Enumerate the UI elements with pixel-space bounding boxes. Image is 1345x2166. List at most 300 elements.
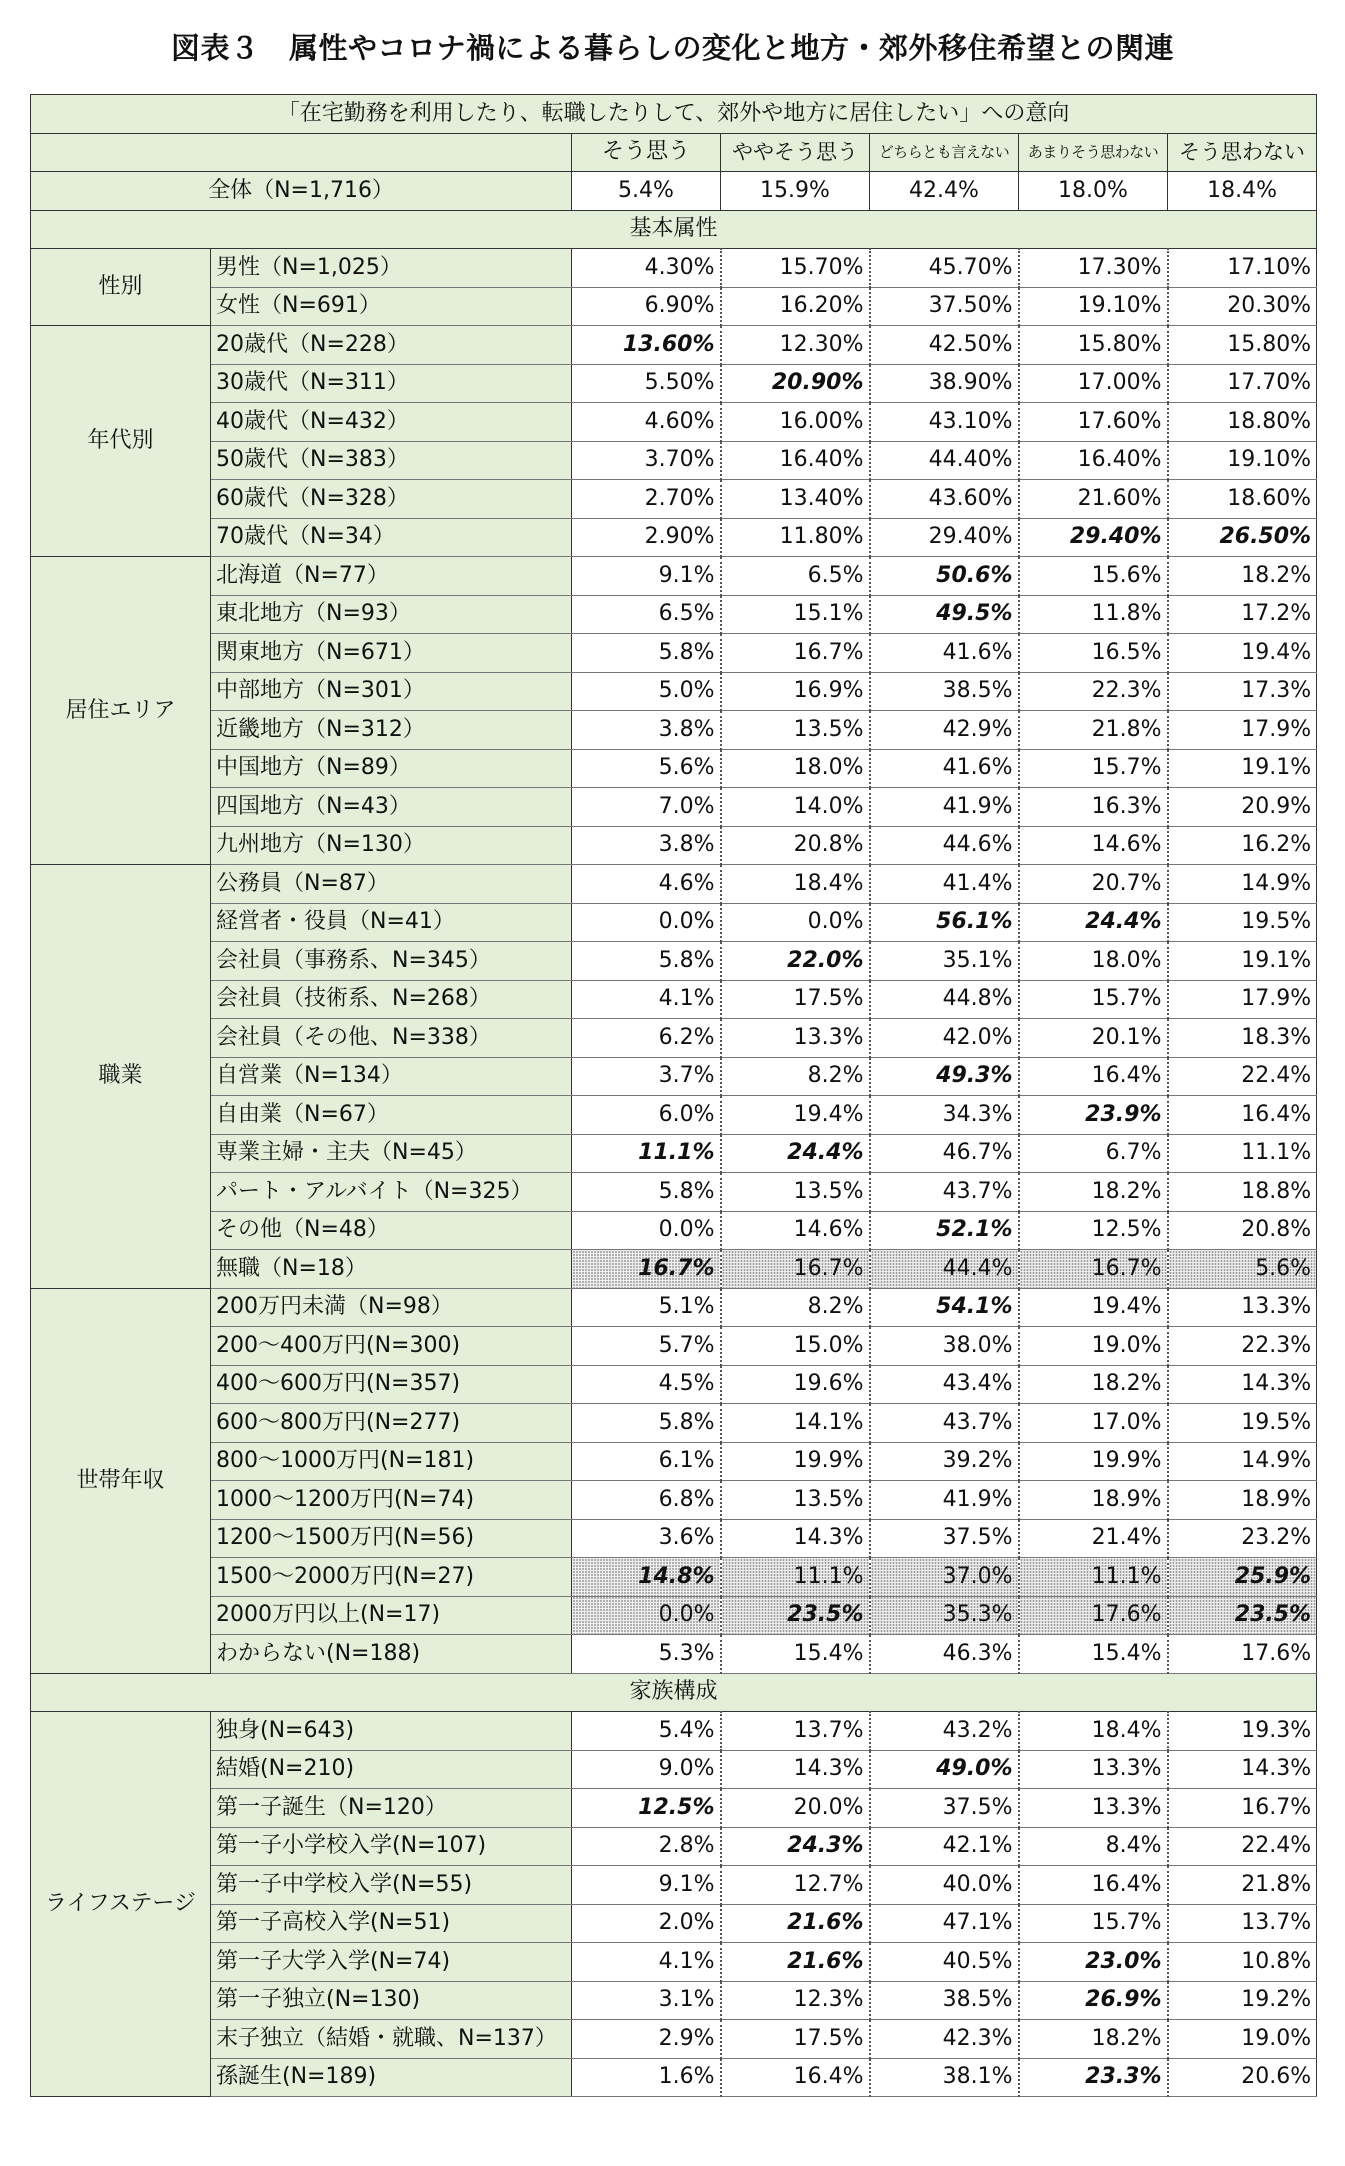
row-label: 40歳代（N=432） [211, 403, 572, 442]
row-label: 第一子高校入学(N=51) [211, 1904, 572, 1943]
table-row [31, 364, 1317, 403]
row-label: 男性（N=1,025） [211, 249, 572, 288]
table-row [31, 1327, 1317, 1366]
value-cell: 29.40% [870, 518, 1019, 557]
value-cell: 18.0% [1019, 942, 1168, 981]
value-cell: 42.0% [870, 1019, 1019, 1058]
value-cell: 11.1% [572, 1134, 721, 1173]
value-cell: 5.6% [1168, 1250, 1317, 1289]
value-cell: 19.4% [1168, 634, 1317, 673]
value-cell: 22.3% [1019, 672, 1168, 711]
row-label: 会社員（その他、N=338） [211, 1019, 572, 1058]
figure-title: 図表３ 属性やコロナ禍による暮らしの変化と地方・郊外移住希望との関連 [170, 31, 1174, 65]
table-row [31, 1827, 1317, 1866]
group-label: 職業 [31, 865, 211, 1289]
value-cell: 15.7% [1019, 980, 1168, 1019]
value-cell: 11.8% [1019, 595, 1168, 634]
question-text: 「在宅勤務を利用したり、転職したりして、郊外や地方に居住したい」への意向 [31, 95, 1317, 134]
value-cell: 11.1% [721, 1558, 870, 1597]
value-cell: 34.3% [870, 1096, 1019, 1135]
value-cell: 23.0% [1019, 1943, 1168, 1982]
table-row [31, 1365, 1317, 1404]
row-label: 中部地方（N=301） [211, 672, 572, 711]
value-cell: 19.9% [1019, 1442, 1168, 1481]
value-cell: 15.4% [1019, 1635, 1168, 1674]
group-label: ライフステージ [31, 1712, 211, 2097]
value-cell: 42.3% [870, 2020, 1019, 2059]
value-cell: 47.1% [870, 1904, 1019, 1943]
value-cell: 20.8% [1168, 1211, 1317, 1250]
row-label: 九州地方（N=130） [211, 826, 572, 865]
value-cell: 44.8% [870, 980, 1019, 1019]
column-header-0: そう思う [572, 133, 721, 172]
value-cell: 19.1% [1168, 942, 1317, 981]
column-header-4: そう思わない [1168, 133, 1317, 172]
value-cell: 38.90% [870, 364, 1019, 403]
row-label: 1500～2000万円(N=27) [211, 1558, 572, 1597]
row-label: 無職（N=18） [211, 1250, 572, 1289]
value-cell: 6.8% [572, 1481, 721, 1520]
value-cell: 24.3% [721, 1827, 870, 1866]
row-label: 四国地方（N=43） [211, 788, 572, 827]
value-cell: 18.9% [1019, 1481, 1168, 1520]
value-cell: 5.6% [572, 749, 721, 788]
value-cell: 17.5% [721, 2020, 870, 2059]
value-cell: 18.4% [1019, 1712, 1168, 1751]
table-row [31, 1558, 1317, 1597]
value-cell: 4.5% [572, 1365, 721, 1404]
table-row [31, 1904, 1317, 1943]
total-value: 18.0% [1019, 172, 1168, 211]
table-row [31, 557, 1317, 596]
row-label: 600～800万円(N=277) [211, 1404, 572, 1443]
value-cell: 16.4% [1019, 1057, 1168, 1096]
table-row [31, 480, 1317, 519]
value-cell: 14.9% [1168, 865, 1317, 904]
total-row [31, 172, 1317, 211]
table-row [31, 634, 1317, 673]
value-cell: 18.2% [1019, 1173, 1168, 1212]
table-row [31, 518, 1317, 557]
row-label: 800～1000万円(N=181) [211, 1442, 572, 1481]
table-row [31, 672, 1317, 711]
row-label: 1000～1200万円(N=74) [211, 1481, 572, 1520]
row-label: 末子独立（結婚・就職、N=137） [211, 2020, 572, 2059]
value-cell: 44.4% [870, 1250, 1019, 1289]
value-cell: 38.5% [870, 672, 1019, 711]
value-cell: 16.7% [1168, 1789, 1317, 1828]
value-cell: 9.1% [572, 1866, 721, 1905]
value-cell: 0.0% [721, 903, 870, 942]
question-row [31, 95, 1317, 134]
value-cell: 19.10% [1168, 441, 1317, 480]
value-cell: 15.80% [1168, 326, 1317, 365]
value-cell: 2.70% [572, 480, 721, 519]
row-label: 30歳代（N=311） [211, 364, 572, 403]
value-cell: 20.8% [721, 826, 870, 865]
row-label: 第一子誕生（N=120） [211, 1789, 572, 1828]
value-cell: 56.1% [870, 903, 1019, 942]
value-cell: 13.3% [721, 1019, 870, 1058]
row-label: 第一子小学校入学(N=107) [211, 1827, 572, 1866]
value-cell: 18.2% [1019, 2020, 1168, 2059]
value-cell: 52.1% [870, 1211, 1019, 1250]
value-cell: 11.1% [1019, 1558, 1168, 1597]
value-cell: 10.8% [1168, 1943, 1317, 1982]
value-cell: 40.0% [870, 1866, 1019, 1905]
value-cell: 18.8% [1168, 1173, 1317, 1212]
value-cell: 24.4% [1019, 903, 1168, 942]
row-label: 自営業（N=134） [211, 1057, 572, 1096]
value-cell: 13.40% [721, 480, 870, 519]
value-cell: 5.0% [572, 672, 721, 711]
value-cell: 21.6% [721, 1904, 870, 1943]
value-cell: 18.60% [1168, 480, 1317, 519]
value-cell: 44.6% [870, 826, 1019, 865]
table-row [31, 1057, 1317, 1096]
value-cell: 38.1% [870, 2058, 1019, 2097]
value-cell: 16.9% [721, 672, 870, 711]
value-cell: 20.0% [721, 1789, 870, 1828]
value-cell: 21.8% [1168, 1866, 1317, 1905]
value-cell: 23.5% [721, 1596, 870, 1635]
value-cell: 14.3% [1168, 1750, 1317, 1789]
column-header-3: あまりそう思わない [1019, 133, 1168, 172]
group-label: 性別 [31, 249, 211, 326]
value-cell: 16.4% [721, 2058, 870, 2097]
table-row [31, 711, 1317, 750]
value-cell: 15.70% [721, 249, 870, 288]
value-cell: 19.0% [1168, 2020, 1317, 2059]
value-cell: 17.9% [1168, 711, 1317, 750]
value-cell: 5.8% [572, 942, 721, 981]
value-cell: 3.8% [572, 826, 721, 865]
value-cell: 16.00% [721, 403, 870, 442]
value-cell: 21.60% [1019, 480, 1168, 519]
table-row [31, 595, 1317, 634]
value-cell: 12.3% [721, 1981, 870, 2020]
value-cell: 17.00% [1019, 364, 1168, 403]
value-cell: 4.1% [572, 980, 721, 1019]
table-row [31, 1288, 1317, 1327]
value-cell: 5.3% [572, 1635, 721, 1674]
value-cell: 41.6% [870, 749, 1019, 788]
value-cell: 13.60% [572, 326, 721, 365]
total-value: 18.4% [1168, 172, 1317, 211]
value-cell: 41.9% [870, 788, 1019, 827]
value-cell: 35.3% [870, 1596, 1019, 1635]
value-cell: 37.0% [870, 1558, 1019, 1597]
value-cell: 19.9% [721, 1442, 870, 1481]
row-label: 独身(N=643) [211, 1712, 572, 1751]
value-cell: 17.3% [1168, 672, 1317, 711]
value-cell: 4.6% [572, 865, 721, 904]
value-cell: 16.4% [1168, 1096, 1317, 1135]
value-cell: 26.50% [1168, 518, 1317, 557]
total-value: 15.9% [721, 172, 870, 211]
value-cell: 17.60% [1019, 403, 1168, 442]
value-cell: 17.10% [1168, 249, 1317, 288]
value-cell: 17.6% [1019, 1596, 1168, 1635]
table-row [31, 1789, 1317, 1828]
row-label: 北海道（N=77） [211, 557, 572, 596]
value-cell: 22.4% [1168, 1827, 1317, 1866]
value-cell: 20.90% [721, 364, 870, 403]
table-row [31, 1981, 1317, 2020]
value-cell: 37.5% [870, 1789, 1019, 1828]
value-cell: 20.9% [1168, 788, 1317, 827]
section-header-row [31, 1673, 1317, 1712]
value-cell: 41.6% [870, 634, 1019, 673]
value-cell: 17.2% [1168, 595, 1317, 634]
value-cell: 7.0% [572, 788, 721, 827]
value-cell: 17.70% [1168, 364, 1317, 403]
value-cell: 4.30% [572, 249, 721, 288]
section-header-row [31, 210, 1317, 249]
value-cell: 19.3% [1168, 1712, 1317, 1751]
value-cell: 13.7% [721, 1712, 870, 1751]
value-cell: 41.9% [870, 1481, 1019, 1520]
row-label: 50歳代（N=383） [211, 441, 572, 480]
value-cell: 3.6% [572, 1519, 721, 1558]
value-cell: 39.2% [870, 1442, 1019, 1481]
value-cell: 16.7% [721, 1250, 870, 1289]
value-cell: 38.5% [870, 1981, 1019, 2020]
value-cell: 43.4% [870, 1365, 1019, 1404]
value-cell: 20.6% [1168, 2058, 1317, 2097]
value-cell: 3.70% [572, 441, 721, 480]
value-cell: 15.1% [721, 595, 870, 634]
section-title: 基本属性 [31, 210, 1317, 249]
value-cell: 5.50% [572, 364, 721, 403]
value-cell: 43.10% [870, 403, 1019, 442]
value-cell: 9.1% [572, 557, 721, 596]
table-row [31, 249, 1317, 288]
value-cell: 46.7% [870, 1134, 1019, 1173]
value-cell: 19.10% [1019, 287, 1168, 326]
value-cell: 19.4% [721, 1096, 870, 1135]
row-label: 女性（N=691） [211, 287, 572, 326]
row-label: 会社員（事務系、N=345） [211, 942, 572, 981]
value-cell: 17.6% [1168, 1635, 1317, 1674]
value-cell: 20.1% [1019, 1019, 1168, 1058]
value-cell: 15.4% [721, 1635, 870, 1674]
value-cell: 25.9% [1168, 1558, 1317, 1597]
value-cell: 14.6% [721, 1211, 870, 1250]
value-cell: 16.3% [1019, 788, 1168, 827]
value-cell: 8.4% [1019, 1827, 1168, 1866]
value-cell: 11.80% [721, 518, 870, 557]
value-cell: 16.5% [1019, 634, 1168, 673]
value-cell: 13.3% [1019, 1750, 1168, 1789]
row-label: パート・アルバイト（N=325） [211, 1173, 572, 1212]
section-title: 家族構成 [31, 1673, 1317, 1712]
value-cell: 11.1% [1168, 1134, 1317, 1173]
value-cell: 16.7% [572, 1250, 721, 1289]
value-cell: 3.1% [572, 1981, 721, 2020]
value-cell: 13.5% [721, 1481, 870, 1520]
value-cell: 38.0% [870, 1327, 1019, 1366]
row-label: 1200～1500万円(N=56) [211, 1519, 572, 1558]
value-cell: 49.0% [870, 1750, 1019, 1789]
table-row [31, 2058, 1317, 2097]
row-label: 孫誕生(N=189) [211, 2058, 572, 2097]
table-row [31, 403, 1317, 442]
value-cell: 21.8% [1019, 711, 1168, 750]
value-cell: 22.0% [721, 942, 870, 981]
row-label: 関東地方（N=671） [211, 634, 572, 673]
value-cell: 43.2% [870, 1712, 1019, 1751]
value-cell: 14.3% [721, 1750, 870, 1789]
value-cell: 12.5% [572, 1789, 721, 1828]
value-cell: 35.1% [870, 942, 1019, 981]
table-row [31, 865, 1317, 904]
table-row [31, 1442, 1317, 1481]
value-cell: 21.4% [1019, 1519, 1168, 1558]
table-row [31, 1096, 1317, 1135]
value-cell: 3.8% [572, 711, 721, 750]
row-label: 中国地方（N=89） [211, 749, 572, 788]
value-cell: 24.4% [721, 1134, 870, 1173]
value-cell: 0.0% [572, 1211, 721, 1250]
value-cell: 15.7% [1019, 1904, 1168, 1943]
value-cell: 22.3% [1168, 1327, 1317, 1366]
value-cell: 18.3% [1168, 1019, 1317, 1058]
value-cell: 14.3% [721, 1519, 870, 1558]
row-label: 専業主婦・主夫（N=45） [211, 1134, 572, 1173]
value-cell: 50.6% [870, 557, 1019, 596]
value-cell: 14.8% [572, 1558, 721, 1597]
value-cell: 22.4% [1168, 1057, 1317, 1096]
value-cell: 13.5% [721, 1173, 870, 1212]
table-row [31, 980, 1317, 1019]
value-cell: 29.40% [1019, 518, 1168, 557]
value-cell: 6.90% [572, 287, 721, 326]
group-label: 世帯年収 [31, 1288, 211, 1673]
value-cell: 18.9% [1168, 1481, 1317, 1520]
table-row [31, 942, 1317, 981]
value-cell: 5.4% [572, 1712, 721, 1751]
table-row [31, 1596, 1317, 1635]
survey-table-body [31, 95, 1317, 2097]
value-cell: 23.5% [1168, 1596, 1317, 1635]
value-cell: 4.1% [572, 1943, 721, 1982]
value-cell: 14.3% [1168, 1365, 1317, 1404]
value-cell: 5.8% [572, 1404, 721, 1443]
row-label: 経営者・役員（N=41） [211, 903, 572, 942]
value-cell: 20.7% [1019, 865, 1168, 904]
value-cell: 37.5% [870, 1519, 1019, 1558]
value-cell: 19.5% [1168, 903, 1317, 942]
value-cell: 19.1% [1168, 749, 1317, 788]
value-cell: 14.6% [1019, 826, 1168, 865]
value-cell: 13.7% [1168, 1904, 1317, 1943]
value-cell: 0.0% [572, 903, 721, 942]
column-header-row [31, 133, 1317, 172]
table-row [31, 788, 1317, 827]
row-label: 公務員（N=87） [211, 865, 572, 904]
value-cell: 18.0% [721, 749, 870, 788]
value-cell: 19.2% [1168, 1981, 1317, 2020]
value-cell: 43.7% [870, 1173, 1019, 1212]
value-cell: 5.1% [572, 1288, 721, 1327]
value-cell: 15.80% [1019, 326, 1168, 365]
value-cell: 12.7% [721, 1866, 870, 1905]
value-cell: 8.2% [721, 1057, 870, 1096]
row-label: 第一子独立(N=130) [211, 1981, 572, 2020]
value-cell: 42.9% [870, 711, 1019, 750]
row-label: 400～600万円(N=357) [211, 1365, 572, 1404]
row-label: 東北地方（N=93） [211, 595, 572, 634]
value-cell: 2.8% [572, 1827, 721, 1866]
table-row [31, 826, 1317, 865]
row-label: 結婚(N=210) [211, 1750, 572, 1789]
value-cell: 16.7% [1019, 1250, 1168, 1289]
row-label: 近畿地方（N=312） [211, 711, 572, 750]
value-cell: 6.2% [572, 1019, 721, 1058]
value-cell: 12.5% [1019, 1211, 1168, 1250]
value-cell: 43.7% [870, 1404, 1019, 1443]
value-cell: 4.60% [572, 403, 721, 442]
row-label: 自由業（N=67） [211, 1096, 572, 1135]
table-row [31, 287, 1317, 326]
value-cell: 16.20% [721, 287, 870, 326]
value-cell: 41.4% [870, 865, 1019, 904]
value-cell: 45.70% [870, 249, 1019, 288]
value-cell: 8.2% [721, 1288, 870, 1327]
value-cell: 18.80% [1168, 403, 1317, 442]
value-cell: 15.6% [1019, 557, 1168, 596]
table-row [31, 326, 1317, 365]
value-cell: 54.1% [870, 1288, 1019, 1327]
table-row [31, 903, 1317, 942]
table-row [31, 441, 1317, 480]
value-cell: 15.0% [721, 1327, 870, 1366]
value-cell: 16.40% [1019, 441, 1168, 480]
value-cell: 37.50% [870, 287, 1019, 326]
row-label: 第一子大学入学(N=74) [211, 1943, 572, 1982]
value-cell: 21.6% [721, 1943, 870, 1982]
row-label: 会社員（技術系、N=268） [211, 980, 572, 1019]
total-value: 42.4% [870, 172, 1019, 211]
value-cell: 2.9% [572, 2020, 721, 2059]
row-label: 第一子中学校入学(N=55) [211, 1866, 572, 1905]
value-cell: 1.6% [572, 2058, 721, 2097]
column-header-blank [31, 133, 572, 172]
table-row [31, 1750, 1317, 1789]
row-label: 200万円未満（N=98） [211, 1288, 572, 1327]
row-label: 2000万円以上(N=17) [211, 1596, 572, 1635]
value-cell: 9.0% [572, 1750, 721, 1789]
value-cell: 5.7% [572, 1327, 721, 1366]
row-label: その他（N=48） [211, 1211, 572, 1250]
value-cell: 13.3% [1168, 1288, 1317, 1327]
table-row [31, 1134, 1317, 1173]
value-cell: 12.30% [721, 326, 870, 365]
value-cell: 17.5% [721, 980, 870, 1019]
value-cell: 23.9% [1019, 1096, 1168, 1135]
value-cell: 16.4% [1019, 1866, 1168, 1905]
value-cell: 16.2% [1168, 826, 1317, 865]
group-label: 年代別 [31, 326, 211, 557]
value-cell: 18.4% [721, 865, 870, 904]
value-cell: 2.90% [572, 518, 721, 557]
table-row [31, 1635, 1317, 1674]
value-cell: 23.2% [1168, 1519, 1317, 1558]
value-cell: 14.1% [721, 1404, 870, 1443]
row-label: 60歳代（N=328） [211, 480, 572, 519]
value-cell: 44.40% [870, 441, 1019, 480]
